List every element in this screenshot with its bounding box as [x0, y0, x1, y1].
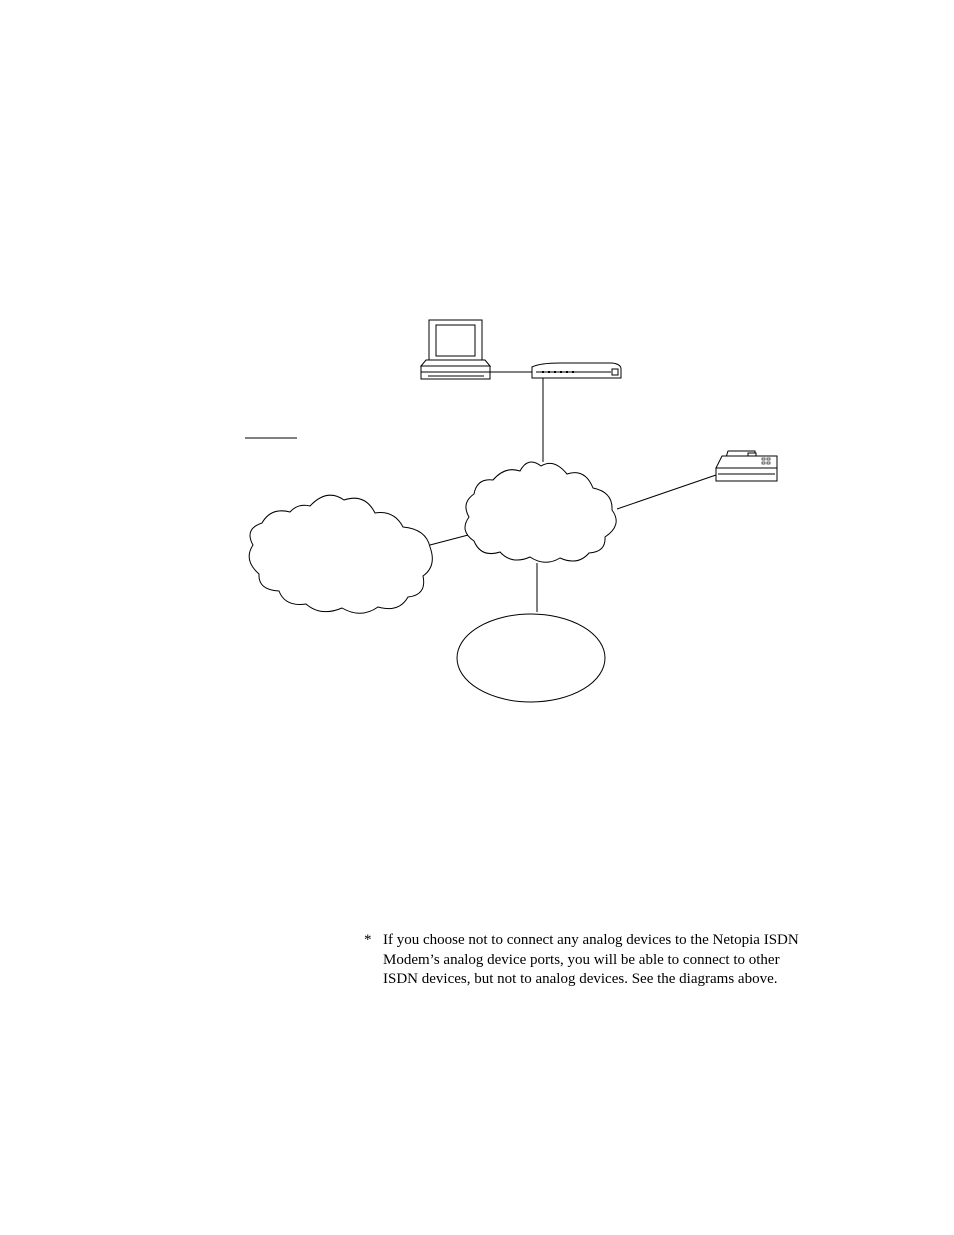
edge-cloud-leftcloud	[430, 534, 472, 545]
ellipse-node	[457, 614, 605, 702]
footnote-text: If you choose not to connect any analog devices to the Netopia ISDN Modem’s analog device ports, you will be able to connect to other ISDN devices, but not to analog devices. See the diagrams above.	[383, 932, 799, 987]
left-cloud	[249, 495, 432, 613]
footnote-marker: *	[364, 932, 372, 948]
footnote	[364, 931, 804, 990]
network-cloud-icon	[465, 462, 616, 562]
network-cloud-icon	[249, 495, 432, 613]
edge-cloud-fax	[617, 475, 716, 509]
computer-icon	[421, 320, 490, 379]
isdn-modem-icon	[532, 363, 621, 378]
fax-machine-icon	[716, 451, 777, 481]
center-cloud	[465, 462, 616, 562]
